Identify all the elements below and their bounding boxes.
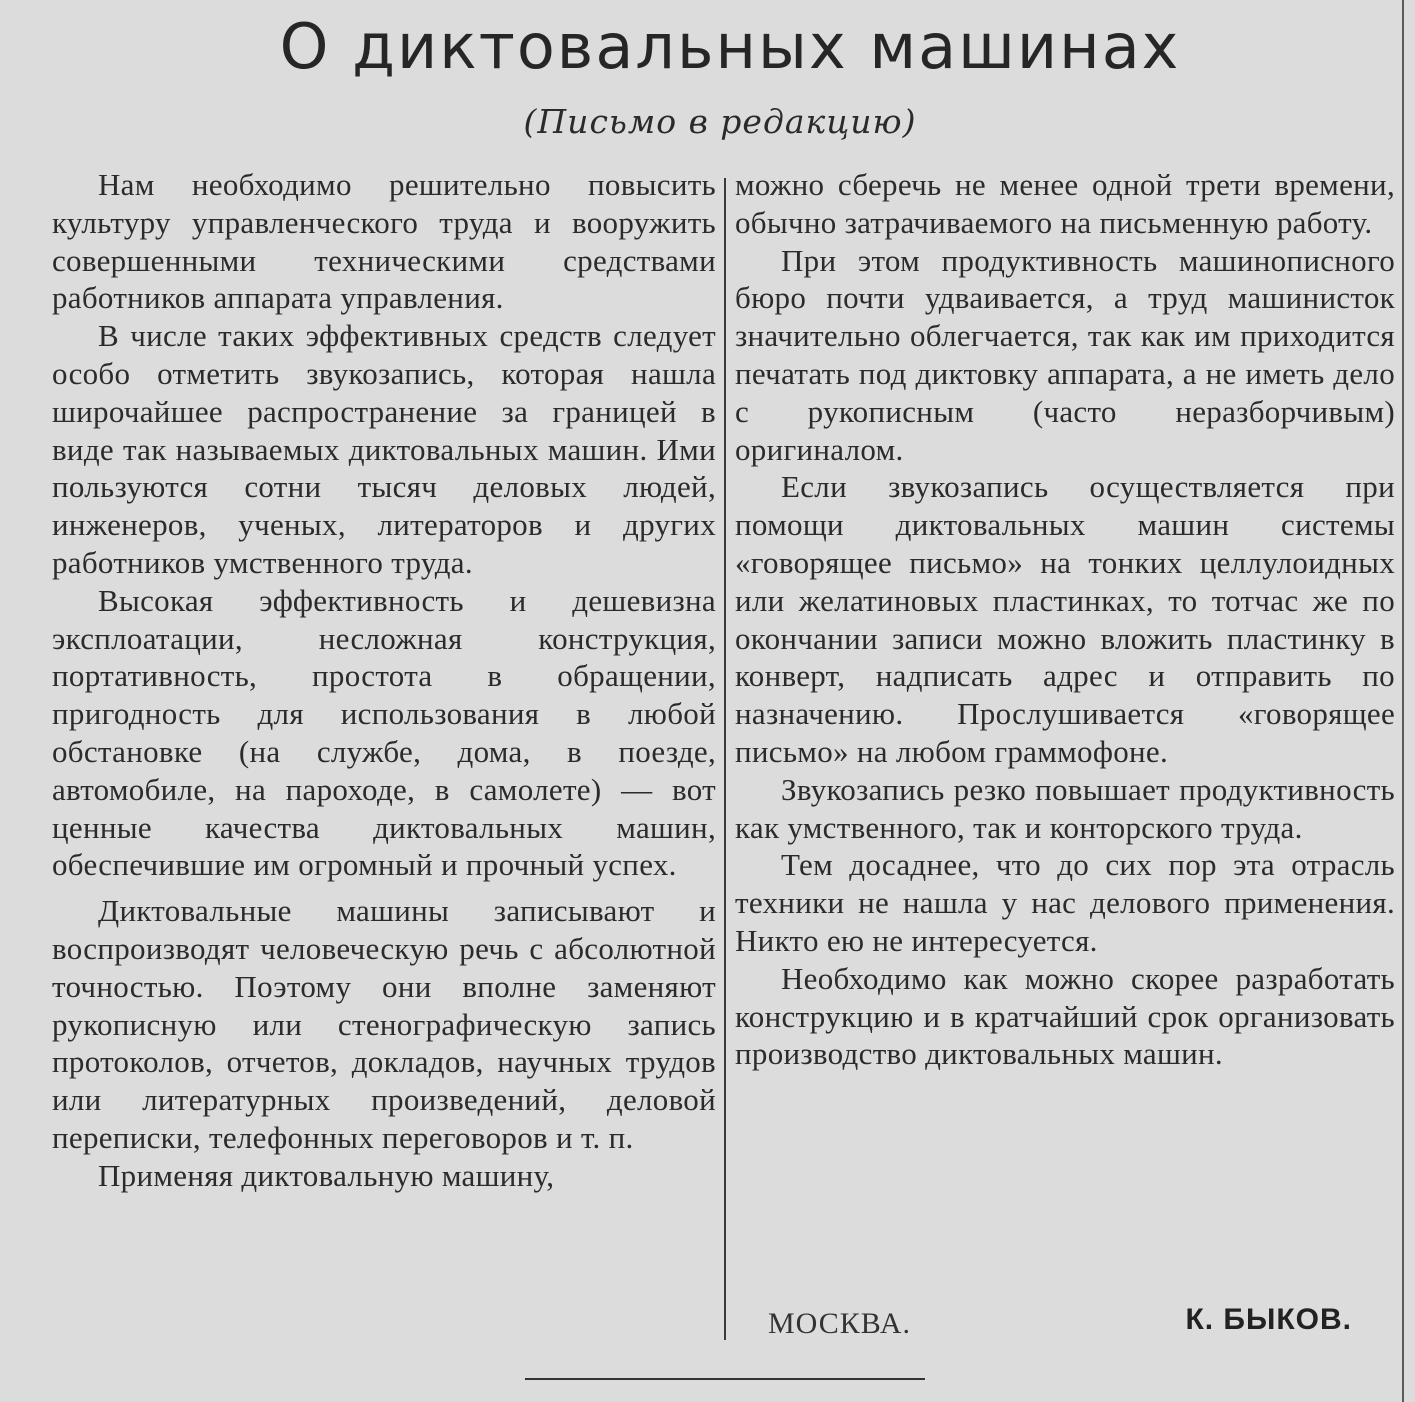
paragraph: Высокая эффективность и дешевизна эксплоатации, несложная конструкция, портативность, простота в обращении, пригодность для использования в любой обстановке (на службе, дома, в поезде, автомобиле, на пароходе, в самолете) — вот ценные качества диктовальных машин, обеспечившие им огромный и прочный успех. bbox=[52, 582, 716, 883]
article-subtitle: (Письмо в редакцию) bbox=[523, 102, 917, 141]
paragraph: можно сберечь не менее одной трети времени, обычно затрачиваемого на письменную работу. bbox=[735, 167, 1395, 240]
right-column bbox=[735, 166, 1395, 1073]
paragraph: В числе таких эффективных средств следует особо отметить звукозапись, которая нашла широчайшее распространение за границей в виде так называемых диктовальных машин. Ими пользуются сотни тысяч деловых людей, инженеров, ученых, литераторов и других работников умственного труда. bbox=[52, 318, 716, 580]
page-edge-rule bbox=[1402, 0, 1404, 1402]
bottom-rule bbox=[525, 1378, 925, 1380]
left-column bbox=[52, 166, 716, 1195]
column-divider bbox=[724, 178, 726, 1340]
author-signature: К. БЫКОВ. bbox=[1185, 1303, 1352, 1336]
signoff bbox=[735, 1303, 1360, 1351]
location: МОСКВА. bbox=[768, 1307, 912, 1340]
paragraph: Если звукозапись осуществляется при помощи диктовальных машин системы «говорящее письмо» на тонких целлулоидных или желатиновых пластинках, то тотчас же по окончании записи можно вложить пластинку в конверт, надписать адрес и отправить по назначению. Прослушивается «говорящее письмо» на любом граммофоне. bbox=[735, 469, 1395, 769]
paragraph: Нам необходимо решительно повысить культуру управленческого труда и вооружить совершенными техническими средствами работников аппарата управления. bbox=[52, 167, 716, 316]
paragraph: Тем досаднее, что до сих пор эта отрасль техники не нашла у нас делового применения. Никто ею не интересуется. bbox=[735, 847, 1395, 958]
paragraph: Диктовальные машины записывают и воспроизводят человеческую речь с абсолютной точностью. Поэтому они вполне заменяют рукописную или стенографическую запись протоколов, отчетов, докладов, научных трудов или литературных произведений, деловой переписки, телефонных переговоров и т. п. bbox=[52, 893, 716, 1155]
paragraph: Звукозапись резко повышает продуктивность как умственного, так и конторского труда. bbox=[735, 771, 1395, 845]
paragraph: Применяя диктовальную машину, bbox=[98, 1157, 555, 1193]
paragraph: Необходимо как можно скорее разработать конструкцию и в кратчайший срок организовать производство диктовальных машин. bbox=[735, 960, 1395, 1072]
paragraph: При этом продуктивность машинописного бюро почти удваивается, а труд машинисток значительно облегчается, так как им приходится печатать под диктовку аппарата, а не иметь дело с рукописным (часто неразборчивым) оригиналом. bbox=[735, 242, 1395, 467]
article-title: О диктовальных машинах bbox=[279, 10, 1181, 83]
